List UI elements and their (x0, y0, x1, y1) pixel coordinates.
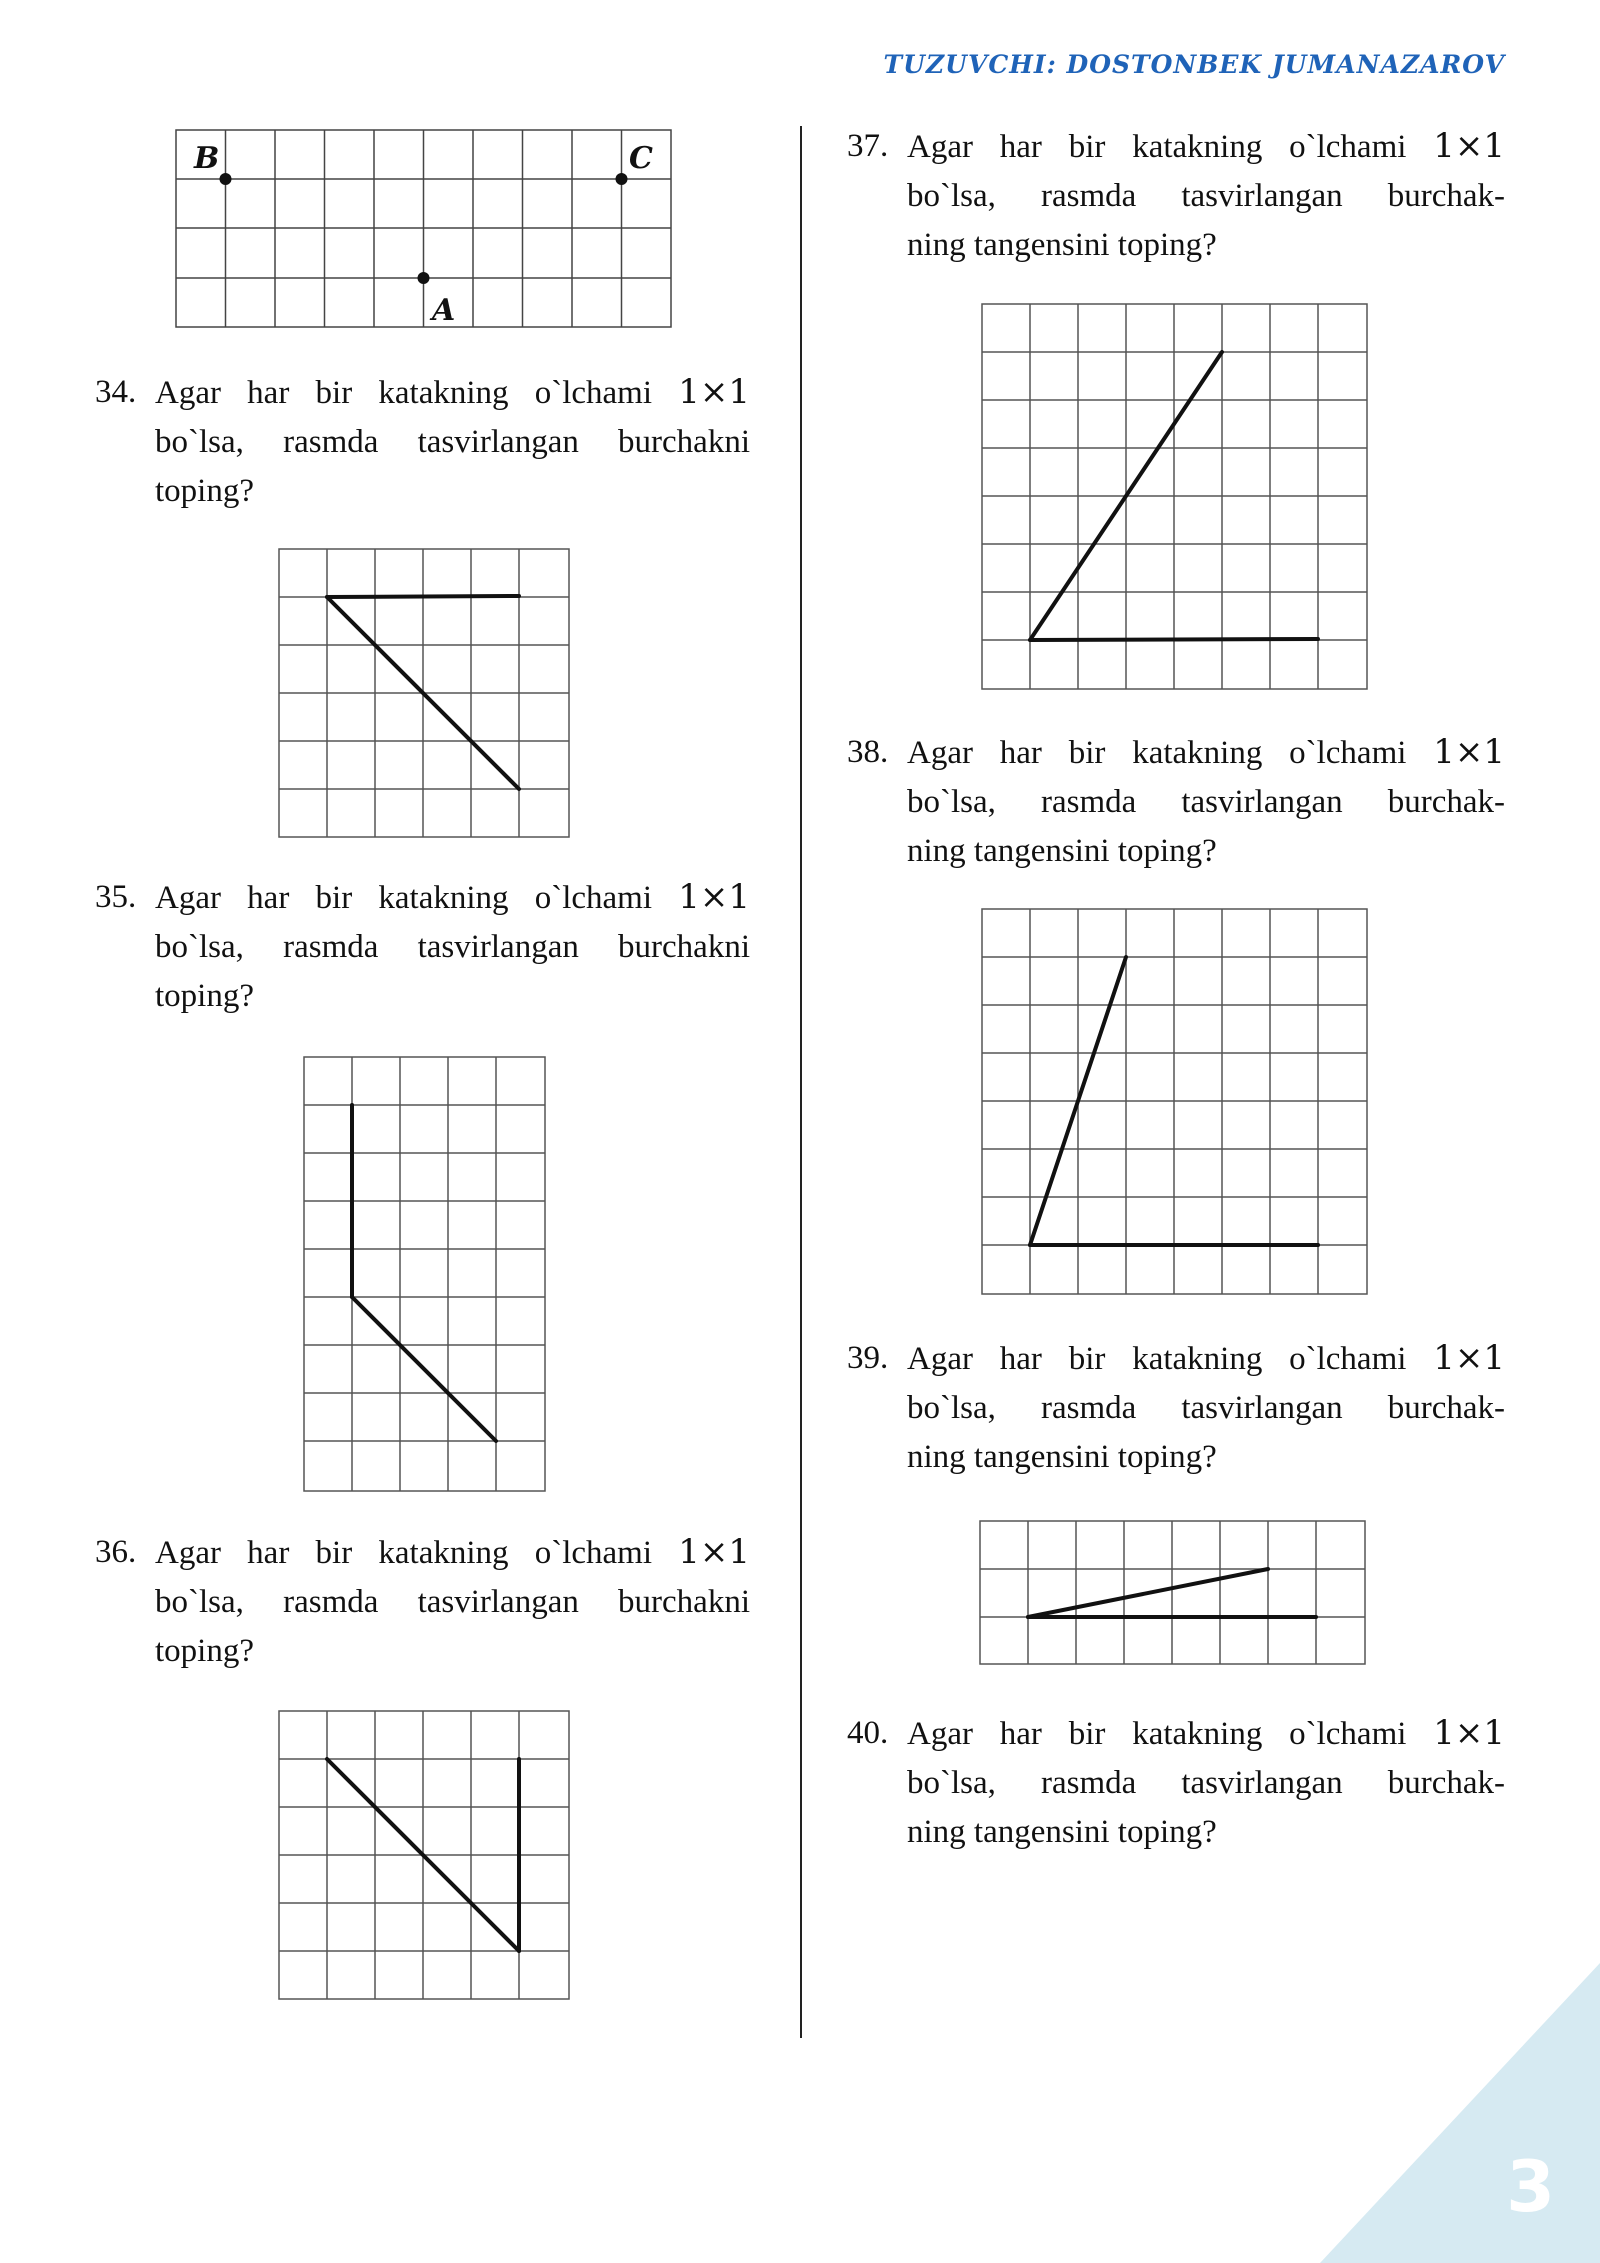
question-text: bo`lsa, rasmda tasvirlangan burchak- (907, 1390, 1505, 1426)
cell-size: 1×1 (678, 372, 751, 412)
question-number: 34. (95, 374, 137, 410)
question-text: ning tangensini toping? (907, 833, 1217, 869)
label-c: C (629, 141, 653, 176)
question-text: bo`lsa, rasmda tasvirlangan burchak- (907, 784, 1505, 820)
question-text: bo`lsa, rasmda tasvirlangan burchakni (155, 929, 750, 965)
label-b: B (194, 141, 220, 176)
question-40 (847, 1709, 1505, 1857)
question-text: Agar har bir katakning o`lchami (907, 1341, 1407, 1377)
question-text: Agar har bir katakning o`lchami (907, 1716, 1407, 1752)
question-text: Agar har bir katakning o`lchami (155, 1535, 653, 1571)
cell-size: 1×1 (1433, 1713, 1505, 1753)
question-text: toping? (155, 978, 254, 1014)
page-number: 3 (1506, 2146, 1555, 2228)
point-c (616, 173, 628, 185)
question-39 (847, 1334, 1505, 1482)
question-number: 39. (847, 1340, 889, 1376)
figure-37-grid (980, 302, 1370, 692)
figure-33-grid (174, 128, 674, 330)
question-number: 40. (847, 1715, 889, 1751)
cell-size: 1×1 (678, 1532, 751, 1572)
page-corner-decoration (1320, 1963, 1600, 2263)
figure-38-grid (980, 907, 1370, 1297)
question-37 (847, 122, 1505, 270)
point-a (418, 272, 430, 284)
column-divider (800, 126, 802, 2038)
question-text: ning tangensini toping? (907, 1439, 1217, 1475)
cell-size: 1×1 (1433, 732, 1505, 772)
point-b (220, 173, 232, 185)
figure-36-grid (277, 1709, 571, 2003)
figure-35-grid (302, 1055, 547, 1494)
question-38 (847, 728, 1505, 876)
question-text: Agar har bir katakning o`lchami (155, 880, 653, 916)
question-text: bo`lsa, rasmda tasvirlangan burchakni (155, 1584, 750, 1620)
question-36 (95, 1528, 750, 1676)
label-a: A (432, 293, 456, 328)
question-text: Agar har bir katakning o`lchami (907, 735, 1407, 771)
question-34 (95, 368, 750, 516)
figure-39-grid (978, 1519, 1368, 1667)
question-text: Agar har bir katakning o`lchami (907, 129, 1407, 165)
question-text: bo`lsa, rasmda tasvirlangan burchak- (907, 1765, 1505, 1801)
cell-size: 1×1 (678, 877, 751, 917)
question-text: ning tangensini toping? (907, 227, 1217, 263)
cell-size: 1×1 (1433, 126, 1505, 166)
question-text: Agar har bir katakning o`lchami (155, 375, 653, 411)
question-number: 35. (95, 879, 137, 915)
question-text: bo`lsa, rasmda tasvirlangan burchakni (155, 424, 750, 460)
page-header: TUZUVCHI: DOSTONBEK JUMANAZAROV (883, 50, 1505, 79)
question-number: 38. (847, 734, 889, 770)
question-text: ning tangensini toping? (907, 1814, 1217, 1850)
question-number: 36. (95, 1534, 137, 1570)
question-text: toping? (155, 473, 254, 509)
question-text: toping? (155, 1633, 254, 1669)
question-35 (95, 873, 750, 1021)
cell-size: 1×1 (1433, 1338, 1505, 1378)
question-number: 37. (847, 128, 889, 164)
figure-34-grid (277, 547, 571, 841)
question-text: bo`lsa, rasmda tasvirlangan burchak- (907, 178, 1505, 214)
